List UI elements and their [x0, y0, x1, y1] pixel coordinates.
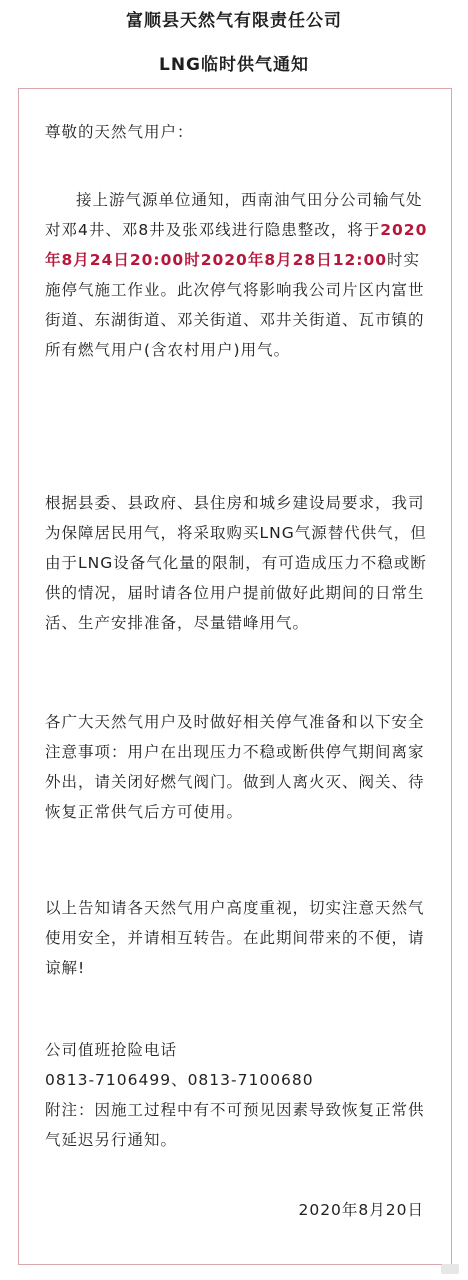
notice-title: LNG临时供气通知: [158, 55, 309, 75]
paragraph-1-part-a: 接上游气源单位通知，西南油气田分公司输气处对邓4井、邓8井及张邓线进行隐患整改，将于: [45, 191, 423, 239]
paragraph-1-text: [45, 185, 435, 365]
paragraph-3: [45, 707, 435, 827]
salutation-text: 尊敬的天然气用户：: [45, 123, 194, 141]
footnote: 附注：因施工过程中有不可预见因素导致恢复正常供气延迟另行通知。: [45, 1101, 425, 1149]
paragraph-4: [45, 893, 435, 983]
company-name: 富顺县天然气有限责任公司: [126, 11, 342, 31]
paragraph-4-text: 以上告知请各天然气用户高度重视，切实注意天然气使用安全，并请相互转告。在此期间带来的不便，请谅解!: [45, 899, 425, 977]
notice-date: 2020年8月20日: [298, 1201, 424, 1219]
paragraph-2: [45, 488, 435, 638]
hotline-label: 公司值班抢险电话: [45, 1041, 178, 1059]
salutation: [45, 117, 435, 147]
hotline-numbers: 0813-7106499、0813-7100680: [45, 1071, 314, 1089]
hotline-block: [45, 1035, 435, 1155]
paragraph-2-text: 根据县委、县政府、县住房和城乡建设局要求，我司为保障居民用气，将采取购买LNG气源替代供气，但由于LNG设备气化量的限制，有可造成压力不稳或断供的情况，届时请各位用户提前做好此期间的日常生活、生产安排准备，尽量错峰用气。: [45, 494, 427, 632]
paragraph-1: [45, 185, 435, 365]
watermark-icon: [440, 1262, 460, 1276]
paragraph-3-text: 各广大天然气用户及时做好相关停气准备和以下安全注意事项：用户在出现压力不稳或断供停气期间离家外出，请关闭好燃气阀门。做到人离火灭、阀关、待恢复正常供气后方可使用。: [45, 713, 425, 821]
outage-period: 2020年8月24日20:00时2020年8月28日12:00: [45, 221, 428, 269]
paragraph-1-part-b: 时实施停气施工作业。此次停气将影响我公司片区内富世街道、东湖街道、邓关街道、邓井关街道、瓦市镇的所有燃气用户(含农村用户)用气。: [45, 251, 425, 359]
